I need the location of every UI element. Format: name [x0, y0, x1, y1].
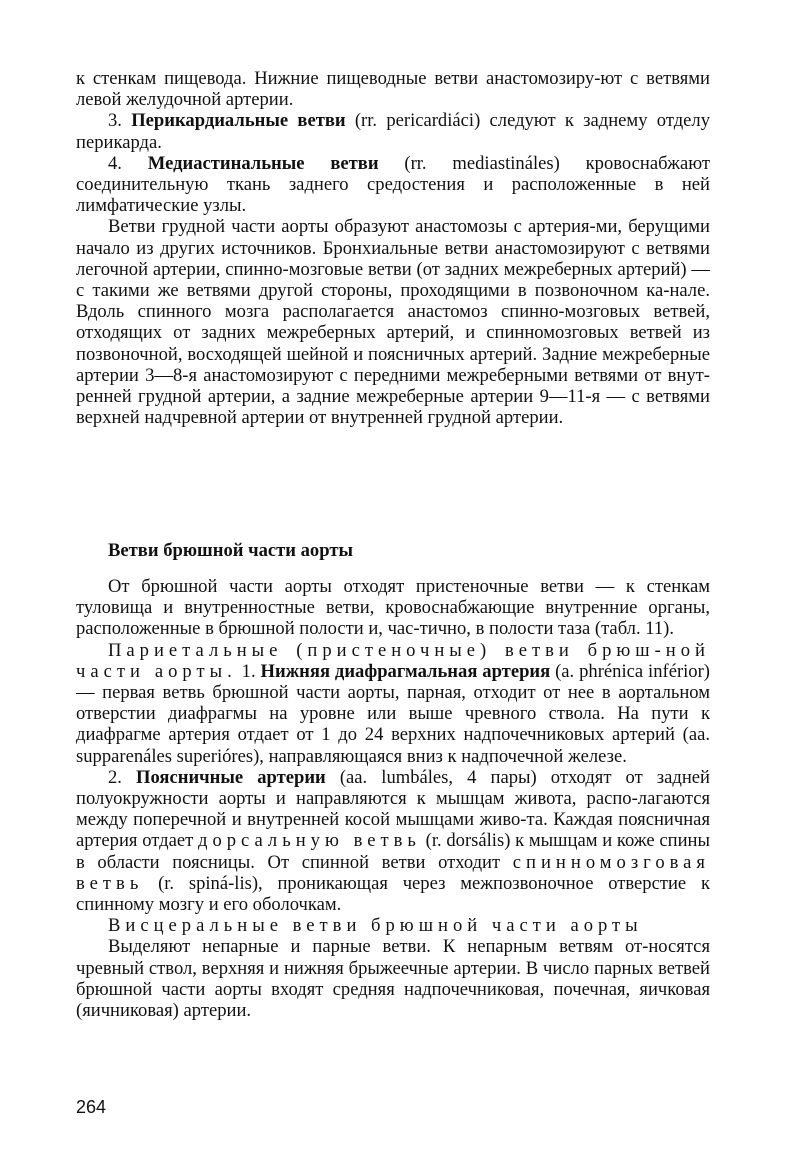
paragraph-esophageal: к стенкам пищевода. Нижние пищеводные ветви анастомозиру-ют с ветвями левой желудочной артерии.	[76, 68, 710, 111]
item-number: 2.	[108, 766, 137, 788]
paragraph-mediastinal	[76, 153, 710, 217]
spaced-subheading: Париетальные (пристеночные) ветви брюш-ной части аорты.	[76, 639, 710, 682]
spaced-term-spinal-branch: спинномозговая ветвь	[76, 851, 710, 894]
spaced-term-dorsal-branch: дорсальную ветвь	[197, 830, 421, 852]
paragraph-anastomoses: Ветви грудной части аорты образуют анастомозы с артерия-ми, берущими начало из других источников. Бронхиальные ветви анастомозируют с ветвями легочной артерии, спинно-мозговые ветви (от задних межреберных артерий) — с такими же ветвями другой стороны, проходящими в позвоночном ка-нале. Вдоль спинного мозга располагается анастомоз спинно-мозговых ветвей, отходящих от задних межреберных артерий, и спинномозговых ветвей из позвоночной, восходящей шейной и поясничных артерий. Задние межреберные артерии 3—8-я анастомозируют с передними межреберными ветвями от внут-ренней грудной артерии, а задние межреберные артерии 9—11-я — с ветвями верхней надчревной артерии от внутренней грудной артерии.	[76, 216, 710, 429]
paragraph-text: (r. spiná-lis), проникающая через межпозвоночное отверстие к спинному мозгу и его оболочкам.	[76, 872, 710, 916]
paragraph-visceral: Выделяют непарные и парные ветви. К непарным ветвям от-носятся чревный ствол, верхняя и нижняя брыжеечные артерии. В число парных ветвей брюшной части аорты входят средняя надпочечниковая, почечная, яичковая (яичниковая) артерии.	[76, 936, 710, 1022]
paragraph-intro: От брюшной части аорты отходят пристеночные ветви — к стенкам туловища и внутренностные ветви, кровоснабжающие внутренние органы, расположенные в брюшной полости и, час-тично, в полости таза (табл. 11).	[76, 576, 710, 640]
paragraph-text: (rr. mediastináles) кровоснабжают соединительную ткань заднего средостения и расположенные в ней лимфатические узлы.	[76, 152, 710, 217]
section-heading: Ветви брюшной части аорты	[108, 540, 353, 561]
term-lumbar-arteries: Поясничные артерии	[136, 766, 326, 788]
page-body	[76, 68, 711, 1022]
paragraph-pericardial	[76, 110, 710, 152]
term-pericardial-branches: Перикардиальные ветви	[131, 110, 346, 132]
item-number: 4.	[108, 152, 148, 174]
paragraph-text: (r. dorsális) к мышцам и коже спины в области поясницы. От спинной ветви отходит	[76, 830, 710, 873]
paragraph-lumbar	[76, 767, 710, 915]
paragraph-text: (aa. lumbáles, 4 пары) отходят от задней полуокружности аорты и направляются к мышцам живота, распо-лагаются между поперечной и внутренней косой мышцами живо-та. Каждая поясничная артерия отдает	[76, 766, 711, 852]
spaced-subheading: Висцеральные ветви брюшной части аорты	[108, 915, 643, 937]
item-number: 3.	[108, 110, 132, 132]
page-number: 264	[76, 1097, 107, 1117]
item-number: 1.	[236, 660, 261, 682]
paragraph-text: (rr. pericardiáci) следуют к заднему отделу перикарда.	[76, 110, 710, 153]
visceral-subheading	[76, 915, 710, 936]
section-abdominal-aorta	[76, 576, 710, 1021]
term-mediastinal-branches: Медиастинальные ветви	[147, 152, 379, 174]
term-inferior-phrenic-artery: Нижняя диафрагмальная артерия	[260, 660, 551, 682]
paragraph-text: (a. phrénica inférior) — первая ветвь брюшной части аорты, парная, отходит от нее в аортальном отверстии диафрагмы на уровне или выше чревного ствола. На пути к диафрагме артерия отдает от 1 до 24 верхних надпочечниковых артерий (aa. supparenáles superióres), направляющаяся вниз к надпочечной железе.	[76, 660, 710, 767]
paragraph-parietal	[76, 640, 710, 767]
